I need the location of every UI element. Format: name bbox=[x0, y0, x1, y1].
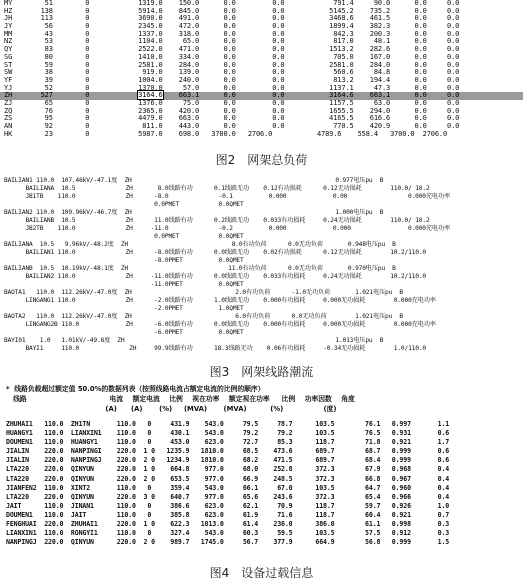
load-table-row[interactable]: SG 80 0 1410.0 334.0 0.0 0.0 705.0 167.0 0.0 0.0 bbox=[4, 52, 460, 61]
overload-table-row: HUANGY1 110.0 LIANXIN1 110.0 0 430.1 543.0 79.2 79.2 103.5 76.5 0.931 0.6 bbox=[6, 429, 450, 438]
line-flow-row: -8.0PMET 0.0QMET bbox=[4, 257, 244, 264]
load-table-row[interactable]: ZS 95 0 4479.0 663.0 0.0 0.0 4165.5 616.6 0.0 0.0 bbox=[4, 114, 460, 123]
overload-table-row: LTA220 220.0 QINYUN 220.0 2 0 653.5 977.0 66.9 248.5 372.3 66.8 0.967 0.4 bbox=[6, 474, 450, 483]
load-table-row[interactable]: JH 113 0 3690.0 491.0 0.0 0.0 3468.6 461.5 0.0 0.0 bbox=[4, 14, 460, 23]
load-table-row[interactable]: HZ 138 0 5914.0 845.0 0.0 0.0 5145.2 735.2 0.0 0.0 bbox=[4, 6, 460, 15]
line-flow-row: -11.0PMET 0.0QMET bbox=[4, 281, 244, 288]
load-table-row[interactable]: YF 39 0 1004.0 240.0 0.0 0.0 813.2 194.4 0.0 0.0 bbox=[4, 75, 460, 84]
overload-header-row: 线路 电流 额定电流 比例 视在功率 额定视在功率 比例 功率因数 角度 bbox=[6, 395, 355, 403]
line-flow-row: BAILIANB 10.5 10.19kV/-48.1度 ZH 11.0有功负荷 0.0无功负荷 0.970电压pu B bbox=[4, 265, 396, 272]
line-flow-row: BAOTA1 110.0 112.26kV/-47.0度 ZH 2.0有功负荷 -1.0无功负荷 1.021电压pu B bbox=[4, 289, 403, 296]
load-table-row[interactable]: ZQ 76 0 2365.0 420.0 0.0 0.0 1655.5 294.0 0.0 0.0 bbox=[4, 106, 460, 115]
line-flow-row: BAILIAN1 110.0 107.46kV/-47.1度 ZH 0.977电压pu B bbox=[4, 177, 384, 184]
line-flow-row: BAYI01 1.0 1.01kV/-49.8度 ZH 1.013电压pu B bbox=[4, 337, 384, 344]
load-table-row[interactable]: SW 38 0 919.0 139.0 0.0 0.0 560.6 84.8 0.0 0.0 bbox=[4, 68, 460, 77]
line-flow-row: BAILIANA 10.5 ZH 8.0线路有功 0.1线路无功 0.12有功损耗 0.12无功损耗 110.0/ 10.2 bbox=[4, 185, 430, 192]
overload-table-row: FENGHUAI 220.0 ZHUHAI1 220.0 1 0 622.3 1013.0 61.4 236.0 386.0 61.1 0.998 0.3 bbox=[6, 520, 450, 529]
overload-table-row: DOUMEN1 110.0 HUANGY1 110.0 0 453.0 623.0 72.7 85.3 118.7 71.8 0.921 1.7 bbox=[6, 438, 450, 447]
overload-table-row: NANPINGJ 220.0 QINYUN 220.0 2 0 989.7 1745.0 56.7 377.9 664.9 56.8 0.999 1.5 bbox=[6, 538, 450, 547]
line-flow-row: BAYI1 110.0 ZH 99.9线路有功 18.3线路无功 0.06有功损耗 -0.34无功损耗 1.0/110.0 bbox=[4, 345, 426, 352]
figure-3-caption: 图3 网架线路潮流 bbox=[209, 365, 314, 379]
overload-table-row: ZHUHAI1 110.0 ZH1TN 110.0 0 431.9 543.0 79.5 78.7 103.5 76.1 0.997 1.1 bbox=[6, 420, 450, 428]
line-flow-row: JB1TB 110.0 ZH -8.0 -0.1 0.000 0.00 0.000充电功率 bbox=[4, 193, 451, 200]
overload-table-row: LIANXIN1 110.0 RONGYI1 110.0 0 327.4 543.0 60.3 59.5 103.5 57.5 0.912 0.3 bbox=[6, 529, 450, 538]
line-flow-row: -6.0PMET 0.0QMET bbox=[4, 329, 244, 336]
line-flow-row: BAILIANA 10.5 9.96kV/-48.2度 ZH 8.0有功负荷 0.0无功负荷 0.948电压pu B bbox=[4, 241, 396, 248]
overload-header-row: (A) (A) (%) (MVA) (MVA) (%) (度) bbox=[6, 405, 337, 413]
line-flow-row: LINGANG2B 110.0 ZH -6.0线路有功 0.0线路无功 0.000有功损耗 0.000无功损耗 0.000充电功率 bbox=[4, 321, 436, 328]
line-flow-row: BAILIAN1 110.0 ZH -8.0线路有功 0.0线路无功 0.02有功损耗 0.12无功损耗 10.2/110.0 bbox=[4, 249, 426, 256]
network-total-load-figure bbox=[0, 0, 523, 142]
overload-title: * 线路负载超过额定值 50.0%的数据列表（按照线路电流占额定电流的比例的顺序） bbox=[6, 385, 265, 393]
network-line-flow-figure bbox=[0, 177, 523, 355]
line-flow-row: -2.0PMET 1.0QMET bbox=[4, 305, 244, 312]
load-table-row[interactable]: AN 92 0 811.0 443.0 0.0 0.0 770.5 420.9 0.0 0.0 bbox=[4, 122, 460, 130]
overload-table-row: JIALIN 220.0 NANPINGI 220.0 1 0 1235.9 1810.0 68.5 473.6 689.7 68.7 0.999 0.6 bbox=[6, 447, 450, 456]
line-flow-row: BAILIAN2 110.0 109.96kV/-46.7度 ZH 1.000电压pu B bbox=[4, 209, 384, 216]
load-table-row[interactable]: JY 56 0 2345.0 472.0 0.0 0.0 1899.4 382.3 0.0 0.0 bbox=[4, 22, 460, 31]
load-table-row[interactable]: MM 43 0 1337.0 318.0 0.0 0.0 842.3 200.3 0.0 0.0 bbox=[4, 29, 460, 38]
line-flow-row: BAILIANB 10.5 ZH 11.0线路有功 0.2线路无功 0.033有功损耗 0.24无功损耗 110.0/ 10.2 bbox=[4, 217, 430, 224]
line-flow-row: 0.0PMET 0.0QMET bbox=[4, 233, 244, 240]
load-table-row[interactable]: YJ 52 0 1370.0 57.0 0.0 0.0 1137.1 47.3 0.0 0.0 bbox=[4, 83, 460, 92]
overload-table-row: JIANFEN2 110.0 XINT2 110.0 0 359.4 543.0 66.1 67.0 103.5 64.7 0.960 0.4 bbox=[6, 483, 450, 492]
selected-cell[interactable]: 3164.6 bbox=[138, 91, 163, 100]
load-table-row[interactable]: ZJ 65 0 1376.0 75.0 0.0 0.0 1157.5 63.0 0.0 0.0 bbox=[4, 98, 460, 107]
figure-2-caption: 图2 网架总负荷 bbox=[215, 153, 308, 167]
load-table-row[interactable]: ST 59 0 2581.0 284.0 0.0 0.0 2581.0 284.0 0.0 0.0 bbox=[4, 60, 460, 69]
overload-table-row: LTA220 220.0 QINYUN 220.0 1 0 664.8 977.0 68.0 252.8 372.3 67.9 0.968 0.4 bbox=[6, 465, 450, 474]
overload-table-row: LTA220 220.0 QINYUN 220.0 3 0 640.7 977.0 65.6 243.6 372.3 65.4 0.966 0.4 bbox=[6, 492, 450, 501]
load-table-row[interactable]: ZH 527 0 3164.6 663.1 0.0 0.0 3164.6 663.1 0.0 0.0 bbox=[0, 92, 523, 100]
overload-table-row: DOUMEN1 110.0 JAIT 110.0 0 385.8 623.0 61.9 71.6 118.7 60.4 0.921 0.7 bbox=[6, 510, 450, 519]
load-table-row[interactable]: HK 23 0 5987.0 698.0 3700.0 2706.0 4789.6 558.4 3700.0 2706.0 bbox=[4, 129, 448, 138]
line-flow-row: LINGANG1 110.0 ZH -2.0线路有功 1.0线路无功 0.000有功损耗 0.000无功损耗 0.000充电功率 bbox=[4, 297, 436, 304]
line-flow-row: JB2TB 110.0 ZH -11.0 -0.2 0.000 0.000 0.000充电功率 bbox=[4, 225, 451, 232]
line-flow-row: 0.0PMET 0.0QMET bbox=[4, 201, 244, 208]
overload-table-row: JIALIN 220.0 NANPINGJ 220.0 2 0 1234.9 1810.0 68.2 471.5 689.7 68.4 0.999 0.6 bbox=[6, 456, 450, 465]
load-table-row[interactable]: QY 83 0 2522.0 471.0 0.0 0.0 1513.2 282.6 0.0 0.0 bbox=[4, 45, 460, 54]
load-table-row[interactable]: MY 51 0 1319.0 150.0 0.0 0.0 791.4 90.0 0.0 0.0 bbox=[4, 0, 460, 7]
equipment-overload-figure bbox=[0, 384, 523, 556]
line-flow-row: BAILIAN2 110.0 ZH -11.0线路有功 0.0线路无功 0.033有功损耗 0.24无功损耗 10.2/110.0 bbox=[4, 273, 426, 280]
figure-4-caption: 图4 设备过载信息 bbox=[209, 566, 314, 580]
overload-table-row: JAIT 110.0 JINAN1 110.0 0 386.6 623.0 62.1 70.9 118.7 59.7 0.926 1.0 bbox=[6, 501, 450, 510]
line-flow-row: BAOTA2 110.0 112.26kV/-47.0度 ZH 6.0有功负荷 0.0无功负荷 1.021电压pu B bbox=[4, 313, 403, 320]
load-table-row[interactable]: NZ 53 0 1104.0 65.0 0.0 0.0 817.0 48.1 0.0 0.0 bbox=[4, 37, 460, 46]
